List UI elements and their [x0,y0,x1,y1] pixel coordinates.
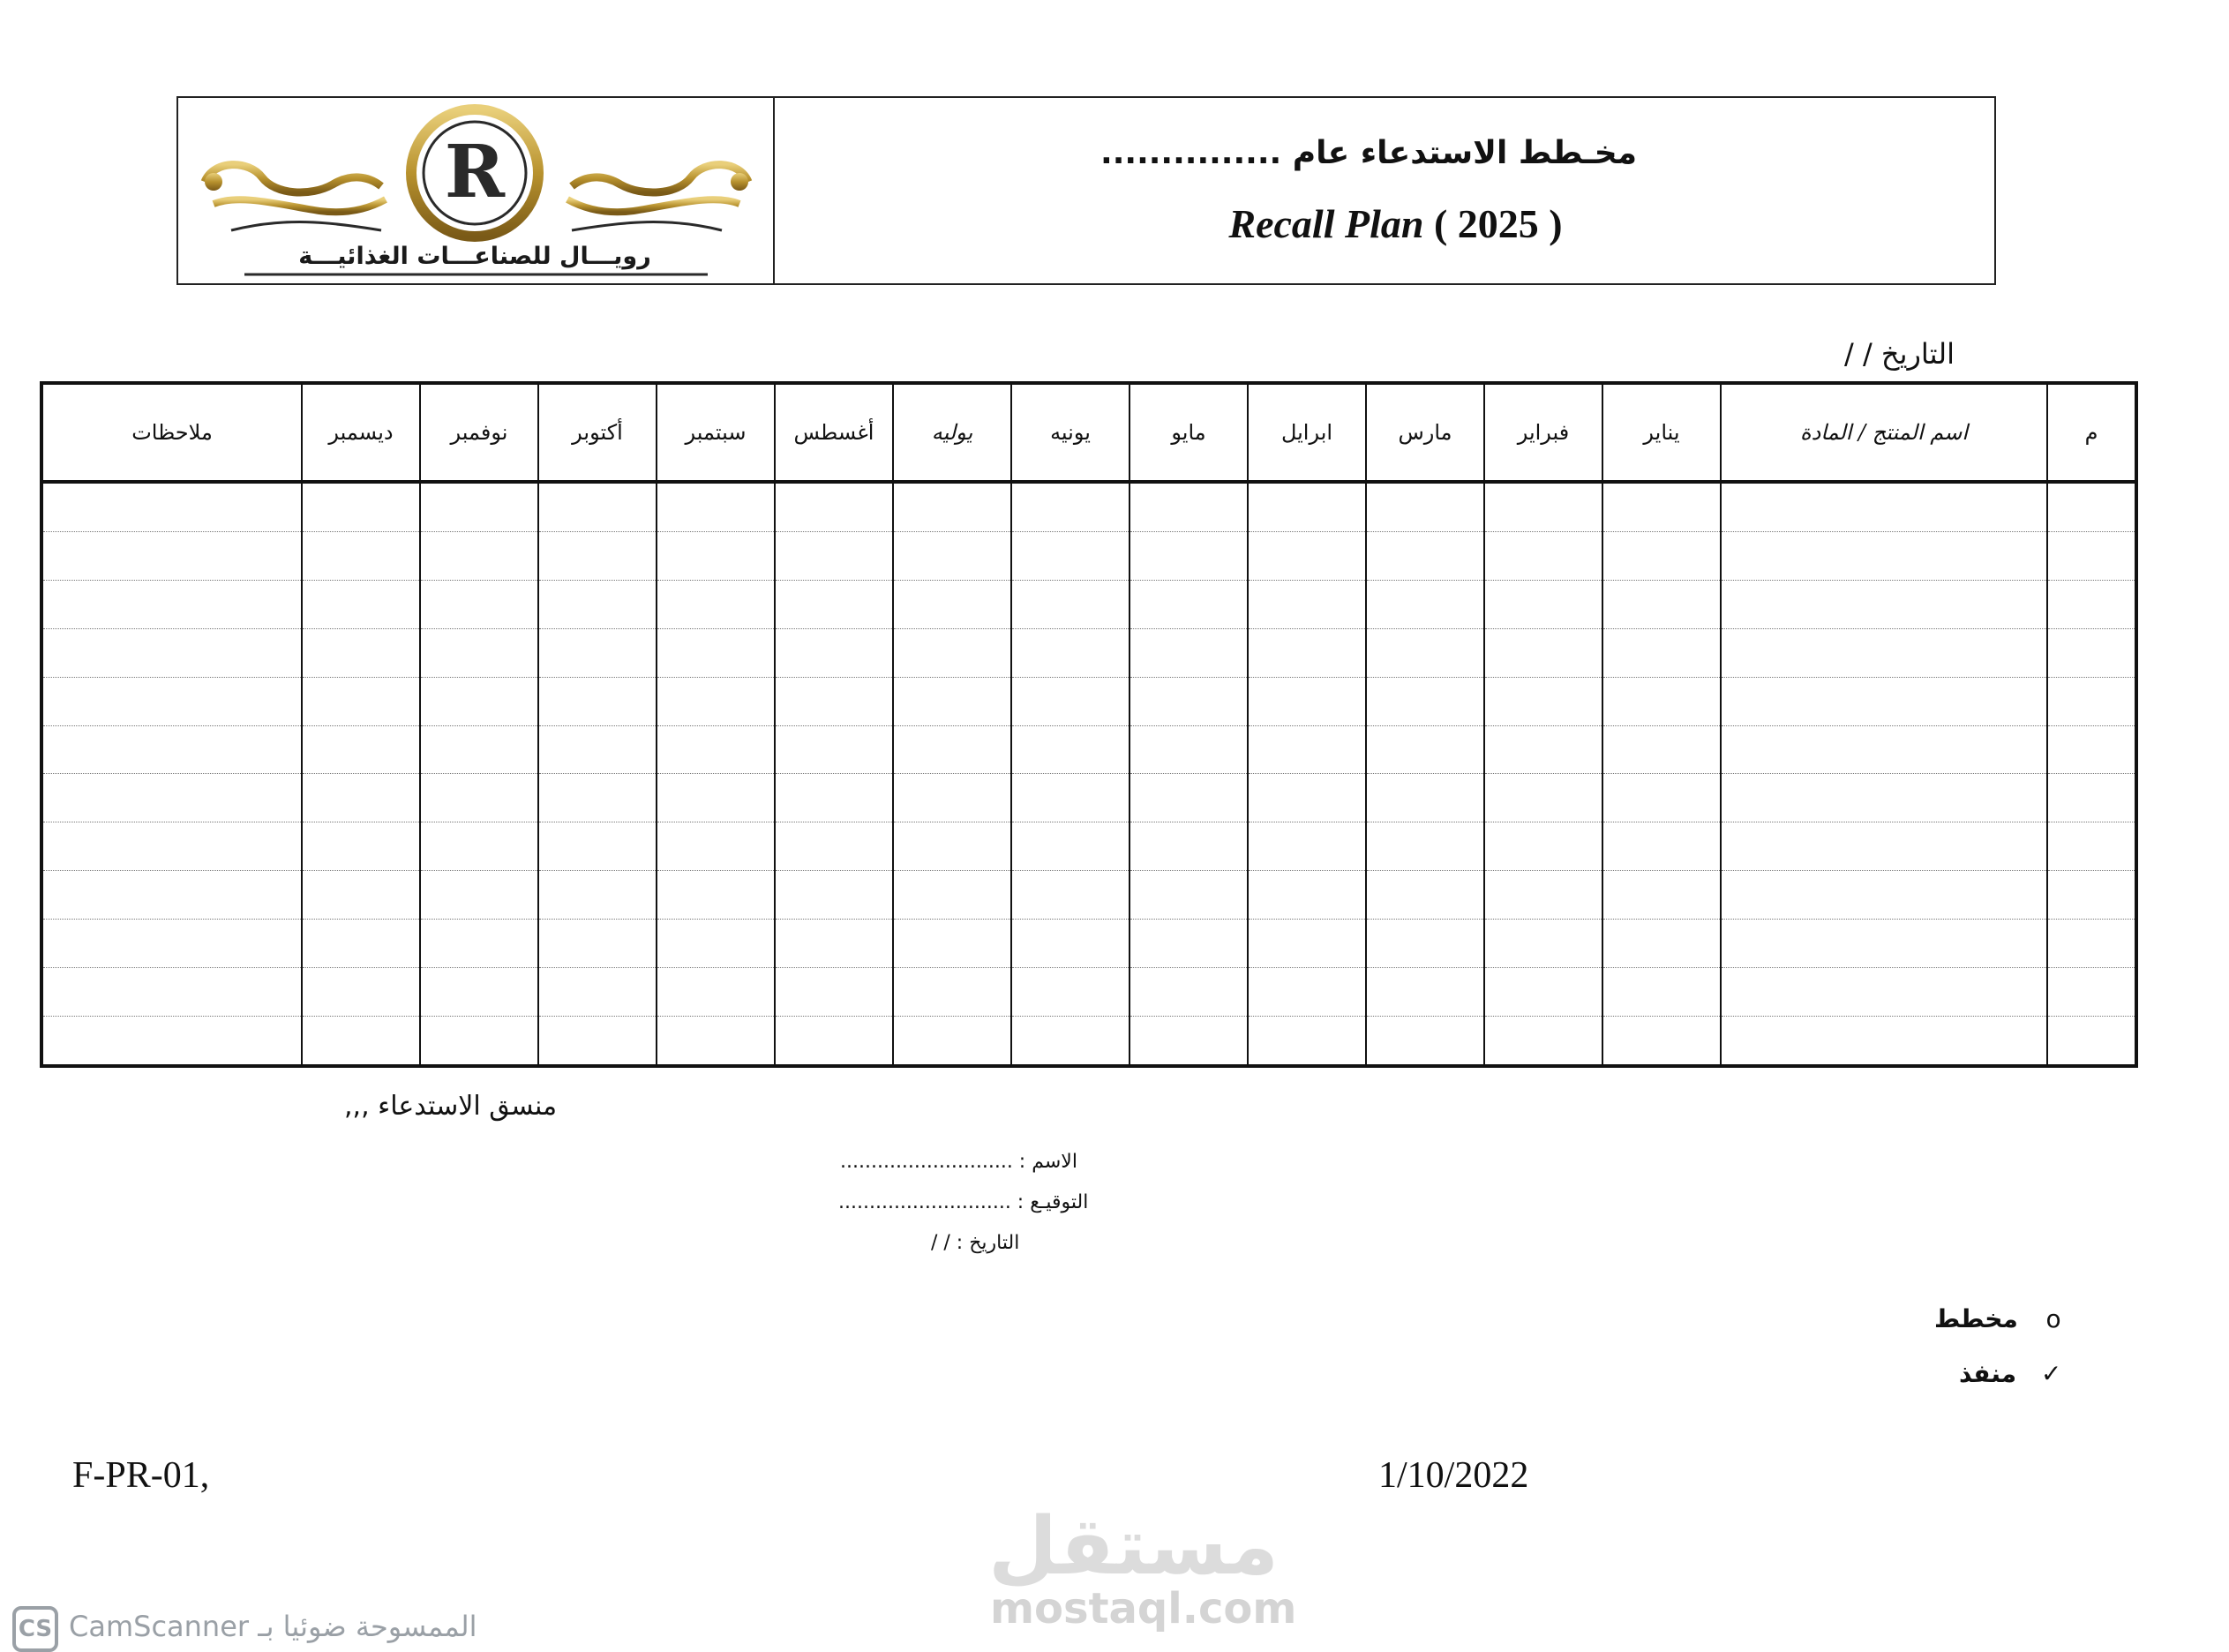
table-cell [1366,677,1484,725]
table-cell [775,580,893,628]
legend-planned [1934,1304,2061,1333]
table-cell [1721,774,2047,822]
table-cell [893,822,1011,871]
table-cell [41,580,302,628]
watermark-arabic: مستقل [988,1500,1280,1593]
table-cell [538,1017,657,1067]
table-cell [1484,531,1602,580]
table-cell [538,580,657,628]
table-cell [1130,725,1248,774]
table-cell [1248,580,1366,628]
table-cell [1130,774,1248,822]
camscanner-logo-icon: CS [12,1606,58,1652]
table-cell [2047,531,2136,580]
table-cell [775,871,893,920]
table-cell [1011,920,1130,968]
table-cell [657,774,775,822]
table-cell [41,531,302,580]
table-cell [1721,628,2047,677]
table-cell [1484,774,1602,822]
recall-coordinator-label: منسق الاستدعاء ,,, [344,1091,558,1122]
table-cell [657,580,775,628]
table-cell [1011,531,1130,580]
table-cell [1366,725,1484,774]
logo-letter: R [444,130,506,214]
table-cell [1602,871,1721,920]
table-cell [1130,1017,1248,1067]
table-cell [893,920,1011,968]
table-row [41,774,2136,822]
table-cell [420,482,538,531]
table-row [41,920,2136,968]
table-cell [1130,968,1248,1017]
title-arabic: مخـطط الاستدعاء عام ............... [1100,135,1637,171]
table-cell [538,531,657,580]
table-cell [2047,580,2136,628]
header-july: يوليه [893,383,1011,482]
table-cell [302,482,420,531]
table-cell [1130,482,1248,531]
table-cell [41,920,302,968]
table-row [41,580,2136,628]
table-cell [1366,482,1484,531]
table-cell [1011,628,1130,677]
table-cell [657,920,775,968]
table-cell [1721,871,2047,920]
table-cell [1011,482,1130,531]
header-march: مارس [1366,383,1484,482]
table-cell [1366,871,1484,920]
checkmark-icon: ✓ [2040,1359,2062,1388]
header-november: نوفمبر [420,383,538,482]
table-cell [893,871,1011,920]
table-cell [1248,725,1366,774]
table-cell [1366,774,1484,822]
table-cell [1248,871,1366,920]
table-cell [1011,725,1130,774]
table-cell [1484,482,1602,531]
table-cell [1721,920,2047,968]
table-cell [41,1017,302,1067]
legend-planned-label: مخطط [1934,1304,2018,1333]
table-cell [302,968,420,1017]
table-cell [302,774,420,822]
table-cell [1484,968,1602,1017]
table-cell [1366,822,1484,871]
table-cell [420,677,538,725]
table-cell [1484,725,1602,774]
table-cell [41,482,302,531]
table-row [41,628,2136,677]
table-cell [1130,920,1248,968]
title-english-year: ( 2025 ) [1423,201,1563,246]
table-body [41,482,2136,1066]
table-cell [1484,580,1602,628]
table-cell [1602,968,1721,1017]
circle-icon: o [2045,1304,2061,1333]
header-notes: ملاحظات [41,383,302,482]
table-cell [1366,920,1484,968]
table-cell [893,725,1011,774]
header-june: يونيه [1011,383,1130,482]
table-cell [1721,1017,2047,1067]
table-cell [1011,1017,1130,1067]
table-cell [2047,482,2136,531]
header-october: أكتوبر [538,383,657,482]
table-cell [1248,677,1366,725]
logo-cell [178,98,775,283]
table-cell [538,871,657,920]
table-cell [1721,531,2047,580]
header-april: ابرايل [1248,383,1366,482]
table-cell [1602,920,1721,968]
table-cell [538,482,657,531]
table-cell [302,920,420,968]
table-cell [657,968,775,1017]
table-cell [1602,580,1721,628]
table-cell [657,1017,775,1067]
table-cell [302,822,420,871]
table-cell [302,531,420,580]
date-top: التاريخ / / [1844,337,1955,371]
table-cell [41,677,302,725]
header-december: ديسمبر [302,383,420,482]
table-cell [1602,628,1721,677]
table-cell [657,628,775,677]
table-cell [657,677,775,725]
table-cell [302,628,420,677]
table-cell [302,677,420,725]
table-cell [1721,725,2047,774]
table-cell [1721,580,2047,628]
table-cell [1721,822,2047,871]
table-row [41,725,2136,774]
table-cell [893,774,1011,822]
table-cell [1248,1017,1366,1067]
header-box [176,96,1996,285]
recall-plan-table [40,381,2138,1068]
header-january: يناير [1602,383,1721,482]
table-cell [1130,580,1248,628]
table-cell [538,628,657,677]
table-cell [1484,628,1602,677]
header-february: فبراير [1484,383,1602,482]
table-cell [1484,920,1602,968]
table-cell [1130,628,1248,677]
table-cell [657,482,775,531]
table-cell [1248,531,1366,580]
table-cell [775,628,893,677]
table-cell [893,677,1011,725]
table-cell [893,1017,1011,1067]
table-cell [1602,677,1721,725]
table-cell [1602,482,1721,531]
table-cell [1721,677,2047,725]
table-cell [538,968,657,1017]
header-september: سبتمبر [657,383,775,482]
table-cell [420,531,538,580]
table-cell [41,822,302,871]
header-may: مايو [1130,383,1248,482]
table-cell [657,531,775,580]
table-cell [657,822,775,871]
table-cell [41,774,302,822]
table-cell [1011,677,1130,725]
table-cell [1366,531,1484,580]
table-cell [1011,580,1130,628]
table-cell [1248,968,1366,1017]
table-cell [420,1017,538,1067]
table-cell [2047,822,2136,871]
table-cell [302,1017,420,1067]
table-cell [420,580,538,628]
table-row [41,871,2136,920]
table-cell [41,725,302,774]
table-cell [1248,822,1366,871]
table-cell [893,968,1011,1017]
table-cell [775,1017,893,1067]
table-cell [775,531,893,580]
table-cell [2047,628,2136,677]
table-cell [2047,725,2136,774]
table-cell [420,822,538,871]
table-cell [1602,774,1721,822]
table-cell [1011,774,1130,822]
table-cell [1484,822,1602,871]
table-cell [1366,1017,1484,1067]
form-code: F-PR-01, [72,1455,210,1496]
table-cell [538,677,657,725]
table-cell [420,968,538,1017]
table-row [41,531,2136,580]
table-cell [538,822,657,871]
table-cell [2047,920,2136,968]
table-cell [893,531,1011,580]
table-cell [1130,531,1248,580]
table-cell [2047,677,2136,725]
table-cell [302,580,420,628]
table-cell [1248,628,1366,677]
table-cell [1248,774,1366,822]
table-cell [657,725,775,774]
table-cell [2047,968,2136,1017]
form-date: 1/10/2022 [1378,1455,1529,1496]
legend-done [1959,1359,2061,1388]
title-english-prefix: Recall Plan [1228,201,1424,246]
table-cell [538,725,657,774]
table-cell [1130,677,1248,725]
table-cell [420,725,538,774]
table-cell [420,628,538,677]
table-cell [893,482,1011,531]
table-cell [302,871,420,920]
table-cell [775,725,893,774]
table-cell [775,822,893,871]
table-cell [302,725,420,774]
table-cell [2047,774,2136,822]
header-serial: م [2047,383,2136,482]
table-cell [1130,871,1248,920]
table-cell [1248,920,1366,968]
table-cell [538,920,657,968]
table-cell [2047,1017,2136,1067]
table-cell [538,774,657,822]
table-header-row [41,383,2136,482]
table-cell [420,774,538,822]
table-row [41,482,2136,531]
signature-date-line: التاريخ : / / [931,1232,1020,1254]
table-cell [1721,968,2047,1017]
camscanner-text: الممسوحة ضوئيا بـ CamScanner [69,1610,477,1643]
table-row [41,677,2136,725]
table-cell [41,628,302,677]
legend-done-label: منفذ [1959,1359,2017,1388]
table-cell [1602,725,1721,774]
header-product-name: اسم المنتج / المادة [1721,383,2047,482]
table-cell [775,968,893,1017]
table-cell [775,920,893,968]
table-cell [1602,531,1721,580]
table-cell [1011,871,1130,920]
logo-caption: رويـــال للصناعـــات الغذائيـــة [298,243,651,270]
name-line: الاسم : ............................ [840,1151,1077,1173]
table-cell [1248,482,1366,531]
table-row [41,1017,2136,1067]
table-cell [1366,580,1484,628]
table-cell [1484,1017,1602,1067]
table-cell [2047,871,2136,920]
header-august: أغسطس [775,383,893,482]
table-row [41,822,2136,871]
table-cell [1011,822,1130,871]
table-cell [775,482,893,531]
title-english [775,200,1994,247]
table-cell [657,871,775,920]
table-cell [775,774,893,822]
table-cell [1721,482,2047,531]
company-logo [178,98,775,283]
table-cell [1366,968,1484,1017]
table-cell [41,871,302,920]
table-cell [1366,628,1484,677]
table-cell [775,677,893,725]
table-row [41,968,2136,1017]
table-cell [1130,822,1248,871]
table-cell [1011,968,1130,1017]
watermark-english: mostaql.com [990,1584,1297,1633]
title-cell [775,98,1994,283]
table-cell [1602,1017,1721,1067]
table-cell [1484,677,1602,725]
table-cell [41,968,302,1017]
table-cell [420,871,538,920]
table-cell [1602,822,1721,871]
table-cell [893,580,1011,628]
table-cell [420,920,538,968]
table-cell [893,628,1011,677]
table-cell [1484,871,1602,920]
signature-line: التوقيـع : ............................ [838,1191,1089,1213]
